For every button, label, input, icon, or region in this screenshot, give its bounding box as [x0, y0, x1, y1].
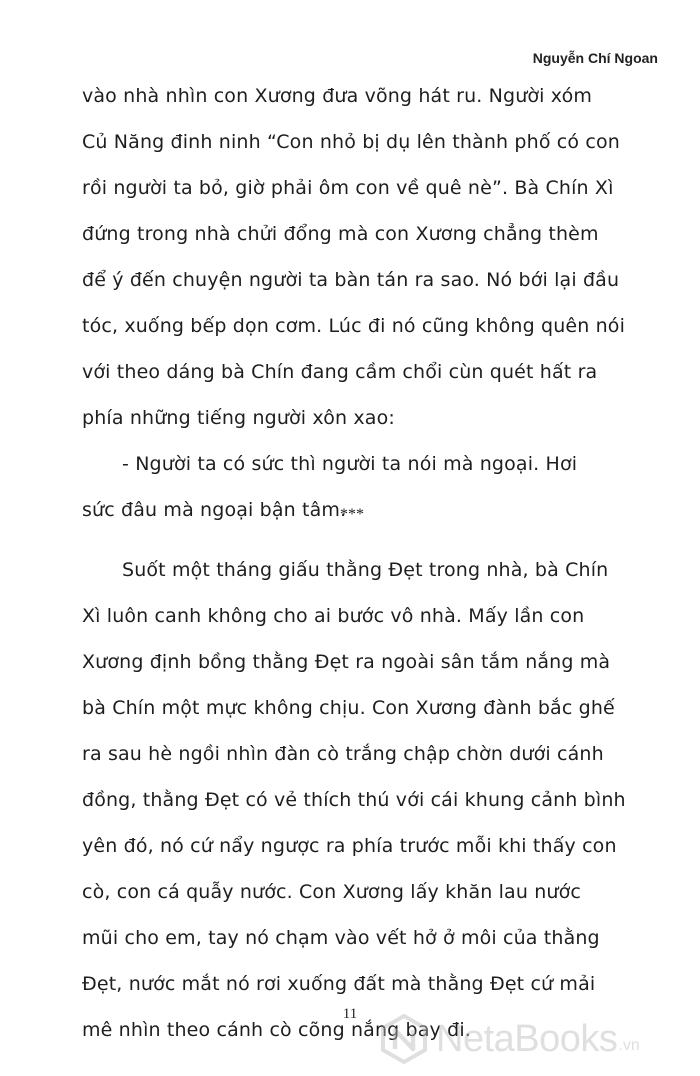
text-line: Suốt một tháng giấu thằng Đẹt trong nhà, bà Chín: [122, 559, 609, 581]
text-line: Đẹt, nước mắt nó rơi xuống đất mà thằng Đẹt cứ mải: [82, 973, 596, 995]
text-line: yên đó, nó cứ nẩy ngược ra phía trước mỗi khi thấy con: [82, 835, 617, 857]
watermark-suffix: .vn: [618, 1037, 640, 1054]
text-line: phía những tiếng người xôn xao:: [82, 407, 395, 429]
watermark: [378, 1008, 690, 1070]
watermark-brand: NetaBooks: [436, 1017, 618, 1060]
netabooks-logo-icon: [378, 1013, 430, 1065]
text-line: vào nhà nhìn con Xương đưa võng hát ru. Người xóm: [82, 85, 593, 107]
text-line: bà Chín một mực không chịu. Con Xương đành bắc ghế: [82, 697, 615, 719]
text-line: Củ Năng đinh ninh “Con nhỏ bị dụ lên thành phố có con: [82, 131, 620, 153]
text-line: rồi người ta bỏ, giờ phải ôm con về quê nè”. Bà Chín Xì: [82, 177, 614, 199]
running-header-author: Nguyễn Chí Ngoan: [532, 50, 658, 66]
text-line: để ý đến chuyện người ta bàn tán ra sao. Nó bới lại đầu: [82, 269, 620, 291]
text-line: Xương định bồng thằng Đẹt ra ngoài sân tắm nắng mà: [82, 651, 611, 673]
text-line: đồng, thằng Đẹt có vẻ thích thú với cái khung cảnh bình: [82, 789, 626, 811]
text-line: mê nhìn theo cánh cò cõng nắng bay đi.: [82, 1019, 471, 1041]
text-line: sức đâu mà ngoại bận tâm.: [82, 499, 347, 521]
text-line: tóc, xuống bếp dọn cơm. Lúc đi nó cũng không quên nói: [82, 315, 626, 337]
text-line: - Người ta có sức thì người ta nói mà ngoại. Hơi: [122, 453, 578, 475]
text-line: đứng trong nhà chửi đổng mà con Xương chẳng thèm: [82, 223, 599, 245]
text-line: mũi cho em, tay nó chạm vào vết hở ở môi của thằng: [82, 927, 600, 949]
text-line: ra sau hè ngồi nhìn đàn cò trắng chập chờn dưới cánh: [82, 743, 604, 765]
text-line: Xì luôn canh không cho ai bước vô nhà. Mấy lần con: [82, 605, 585, 627]
section-separator: ***: [340, 506, 364, 523]
text-line: với theo dáng bà Chín đang cầm chổi cùn quét hất ra: [82, 361, 598, 383]
text-line: cò, con cá quẫy nước. Con Xương lấy khăn lau nước: [82, 881, 581, 903]
page-number: 11: [342, 1006, 358, 1022]
